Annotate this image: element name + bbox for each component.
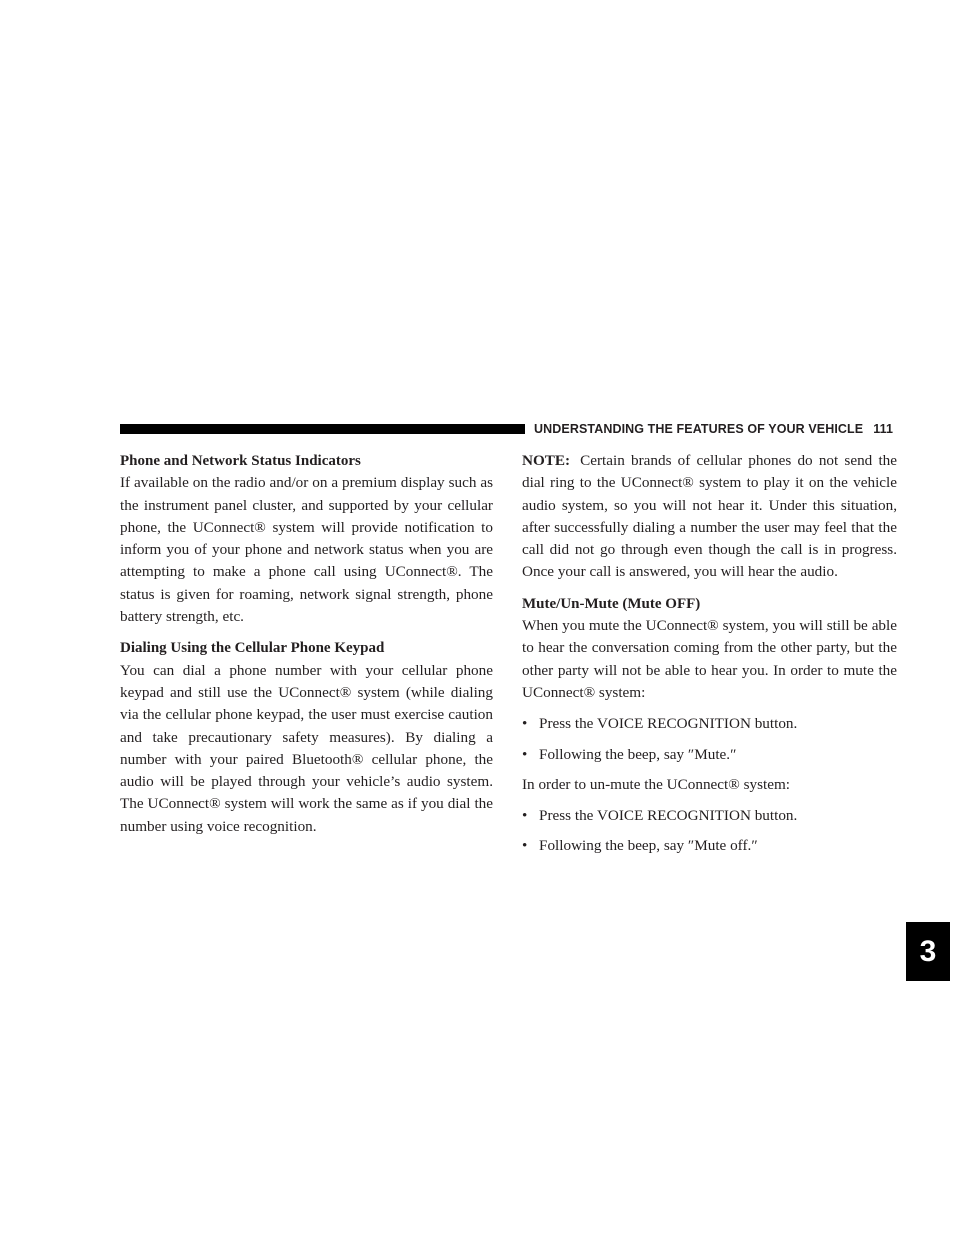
note-paragraph [522,450,897,584]
header-rule [120,424,525,434]
running-header [534,420,934,438]
list-item: • Following the beep, say ″Mute.″ [522,744,897,766]
bullet-icon: • [522,745,528,763]
section-body-mute: When you mute the UConnect® system, you will still be able to hear the conversation coming from the other party, but the other party will not be able to hear you. In order to mute the UConnect® system: [522,617,897,701]
bullet-icon: • [522,807,528,825]
list-item: • Following the beep, say ″Mute off.″ [522,835,897,857]
note-label: NOTE: [522,452,571,469]
note-text: Certain brands of cellular phones do not send the dial ring to the UConnect® system to play it on the vehicle audio system, so you will not hear it. Under this situation, after successfully dialing a number the user may feel that the call did not go through even though the call is in progress. Once your call is answered, you will hear the audio. [522,452,897,581]
bullet-icon: • [522,837,528,855]
right-column [522,450,897,866]
section-body-keypad-dialing: You can dial a phone number with your cellular phone keypad and still use the UConnect® system (while dialing via the cellular phone keypad, the user must exercise caution and take precautionary safety measures). By dialing a number with your paired Bluetooth® cellular phone, the audio will be played through your vehicle’s audio system. The UConnect® system will work the same as if you dial the number using voice recognition. [120,661,493,835]
page-number: 111 [873,422,893,436]
unmute-steps-list [522,805,897,858]
bullet-icon: • [522,715,528,733]
mute-steps-list [522,713,897,766]
list-item: • Press the VOICE RECOGNITION button. [522,713,897,735]
section-body-status-indicators: If available on the radio and/or on a premium display such as the instrument panel cluster, and supported by your cellular phone, the UConnect® system will provide notification to inform you of your phone and network status when you are attempting to make a phone call using UConnect®. The status is given for roaming, network signal strength, phone battery strength, etc. [120,474,493,626]
left-column [120,450,493,847]
list-item: • Press the VOICE RECOGNITION button. [522,805,897,827]
section-body-unmute: In order to un-mute the UConnect® system: [522,775,790,793]
chapter-tab: 3 [906,922,950,981]
section-heading-keypad-dialing: Dialing Using the Cellular Phone Keypad [120,640,385,657]
header-title: UNDERSTANDING THE FEATURES OF YOUR VEHICLE [534,422,864,436]
section-heading-status-indicators: Phone and Network Status Indicators [120,453,361,469]
section-heading-mute: Mute/Un-Mute (Mute OFF) [522,595,701,612]
